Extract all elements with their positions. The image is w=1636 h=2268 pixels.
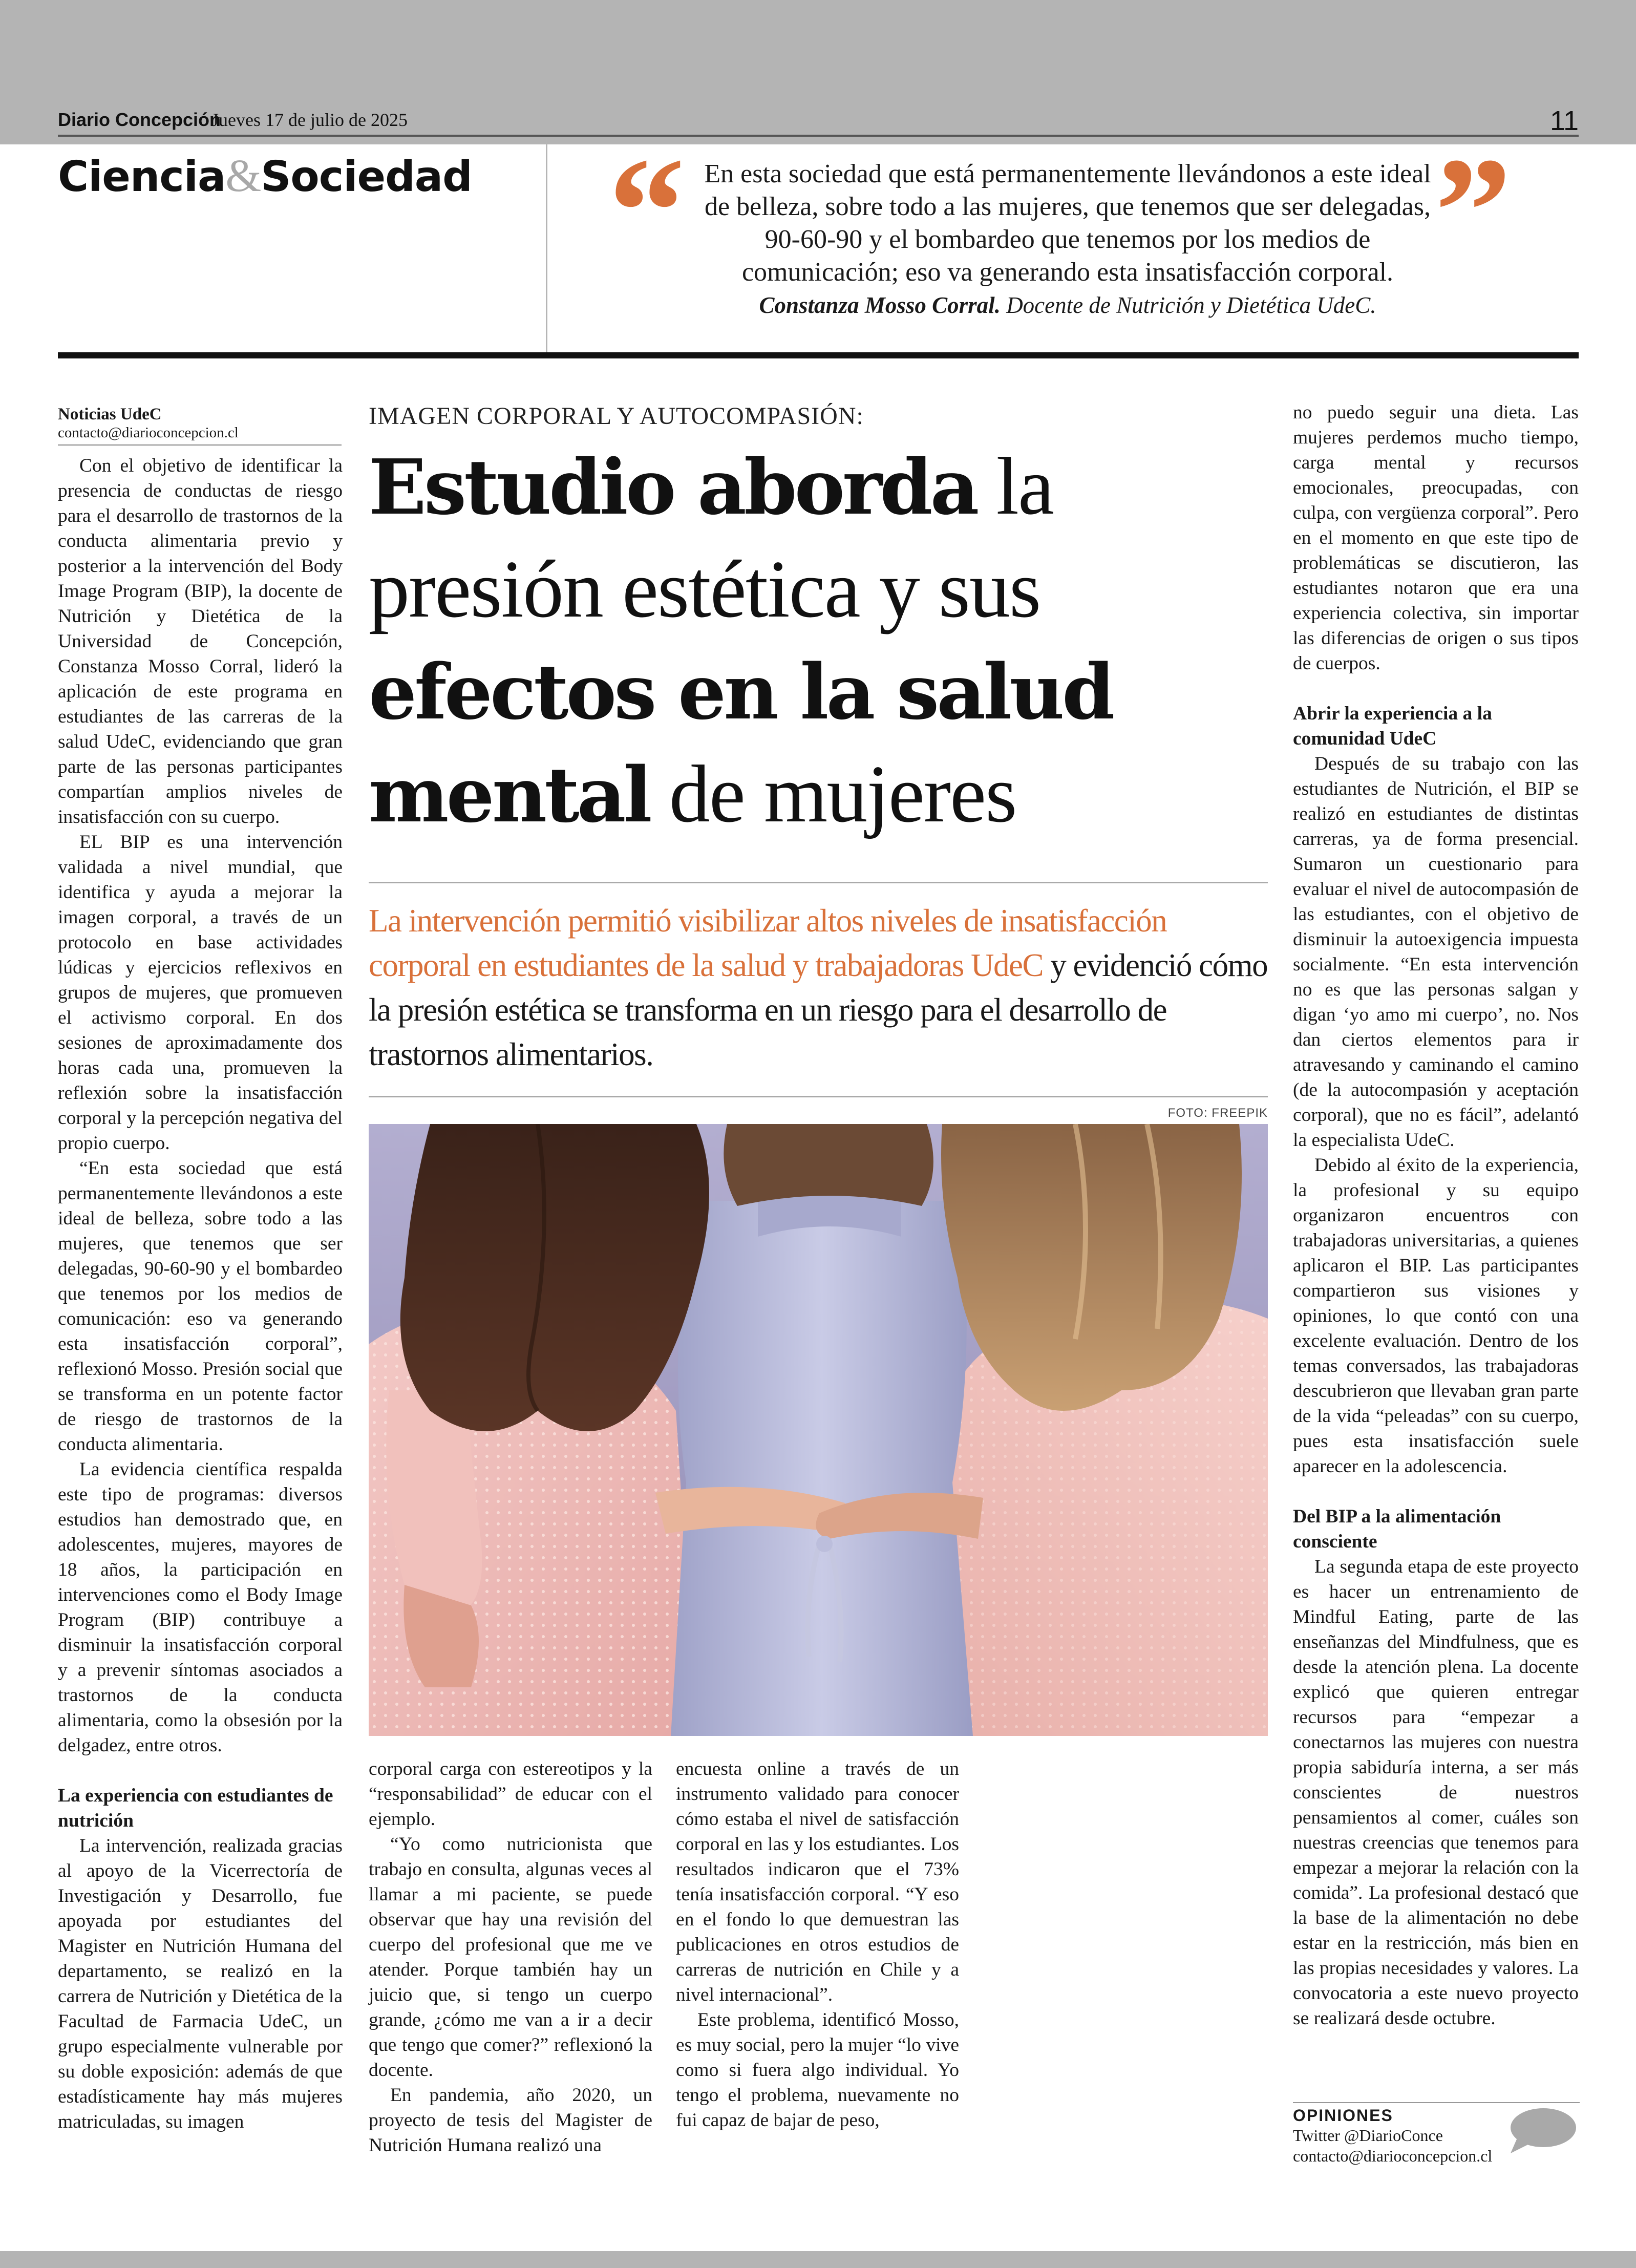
section-main: Ciencia: [58, 153, 226, 201]
issue-date: Jueves 17 de julio de 2025: [211, 110, 408, 130]
subhead-accent: La intervención permitió visibilizar altos niveles de insatisfacción corporal en estudiantes de la salud y trabajadoras UdeC: [369, 903, 1167, 983]
opinions-title: OPINIONES: [1293, 2102, 1580, 2125]
quote-divider: [546, 138, 547, 352]
subheading: Del BIP a la alimentación consciente: [1293, 1506, 1501, 1552]
subheadline: [369, 899, 1275, 1077]
header-rule: [58, 352, 1579, 358]
headline-bold-2: efectos en la salud: [369, 647, 1113, 736]
subheading: Abrir la experiencia a la comunidad UdeC: [1293, 703, 1492, 749]
pull-quote-text: En esta sociedad que está permanentemente llevándonos a este ideal de belleza, sobre todo a las mujeres, que tenemos que ser delegadas, 90-60-90 y el bombardeo que tenemos por los medios de comunicación; eso va generando esta insatisfacción corporal.: [704, 159, 1431, 287]
paragraph: no puedo seguir una dieta. Las mujeres perdemos mucho tiempo, carga mental y recursos emocionales, preocupadas, con culpa, con vergüenza corporal”. Pero en el momento en que este tipo de problemáticas se discutieron, las estudiantes notaron que era una experiencia colectiva, sin importar las diferencias de origen o sus tipos de cuerpos.: [1293, 402, 1579, 674]
paragraph: Este problema, identificó Mosso, es muy social, pero la mujer “lo vive como si fuera algo individual. Yo tengo el problema, nuevamente no fui capaz de bajar de peso,: [676, 2009, 959, 2131]
paragraph: encuesta online a través de un instrumento validado para conocer cómo estaba el nivel de satisfacción corporal en las y los estudiantes. Los resultados indicaron que el 73% tenía insatisfacción corporal. “Y eso en el fondo lo que demuestran las publicaciones en otros estudios de carreras de nutrición en Chile y a nivel internacional”.: [676, 1758, 959, 2005]
subheading: La experiencia con estudiantes de nutrición: [58, 1785, 333, 1831]
paper-name: Diario Concepción: [58, 109, 221, 130]
section-title: [58, 150, 472, 202]
bottom-band: [0, 2251, 1636, 2268]
byline-name: Noticias UdeC: [58, 405, 162, 423]
paragraph: “Yo como nutricionista que trabajo en consulta, algunas veces al llamar a mi paciente, se puede observar que hay una revisión del cuerpo del profesional que me ve atender. Porque también hay un juicio que, si tengo un cuerpo grande, ¿cómo me van a ir a decir que tengo que comer?” reflexionó la docente.: [369, 1834, 652, 2081]
headline-light-1: la: [976, 440, 1053, 532]
paragraph: “En esta sociedad que está permanentemente llevándonos a este ideal de belleza, sobre todo a las mujeres, que tenemos que ser delegadas, 90-60-90 y el bombardeo que tenemos por los medios de comunicación: eso va generando esta insatisfacción corporal”, reflexionó Mosso. Presión social que se transforma en un potente factor de riesgo de trastornos de la conducta alimentaria.: [58, 1158, 343, 1455]
paragraph: corporal carga con estereotipos y la “responsabilidad” de educar con el ejemplo.: [369, 1758, 652, 1830]
headline-light-2: presión estética y sus: [369, 543, 1040, 634]
paragraph: En pandemia, año 2020, un proyecto de tesis del Magister de Nutrición Humana realizó una: [369, 2085, 652, 2156]
section-amp: &: [225, 151, 261, 201]
article-column-2: [369, 1756, 652, 2158]
pull-quote-author: [702, 292, 1434, 319]
paragraph: Debido al éxito de la experiencia, la profesional y su equipo organizaron encuentros con trabajadoras universitarias, a quienes aplicaron el BIP. Las participantes compartieron sus visiones y opiniones, lo que contó con una excelente evaluación. Dentro de los temas conversados, las trabajadoras descubrieron que llevaban gran parte de la vida “peleadas” con su cuerpo, pues esta insatisfacción suele aparecer en la adolescencia.: [1293, 1155, 1579, 1477]
article-photo: [369, 1124, 1268, 1736]
paragraph: Después de su trabajo con las estudiantes de Nutrición, el BIP se realizó en estudiantes de distintas carreras, ya de forma presencial. Sumaron un cuestionario para evaluar el nivel de autocompasión de las estudiantes, con el objetivo de disminuir la autoexigencia impuesta socialmente. “En esta intervención no es que las personas salgan y digan ‘yo amo mi cuerpo’, no. Nos dan ciertos elementos para ir atravesando y caminando el camino (de la autocompasión y aceptación corporal), que no es fácil”, adelantó la especialista UdeC.: [1293, 753, 1579, 1151]
kicker: IMAGEN CORPORAL Y AUTOCOMPASIÓN:: [369, 402, 864, 430]
paragraph: La evidencia científica respalda este tipo de programas: diversos estudios han demostrado que, en adolescentes, mujeres, mayores de 18 años, la participación en intervenciones como el Body Image Program (BIP) contribuye a disminuir la insatisfacción corporal y a prevenir síntomas asociados a trastornos de la conducta alimentaria, como la obsesión por la delgadez, entre otros.: [58, 1459, 343, 1756]
byline-email[interactable]: contacto@diarioconcepcion.cl: [58, 425, 239, 441]
article-column-4: [1293, 400, 1579, 2031]
headline: [369, 435, 1270, 846]
quote-author-role: Docente de Nutrición y Dietética UdeC.: [1006, 292, 1376, 318]
open-quote-icon: “: [608, 126, 685, 296]
twitter-handle[interactable]: Twitter @DiarioConce: [1293, 2126, 1443, 2145]
page-number: 11: [1549, 105, 1579, 136]
photo-credit: FOTO: FREEPIK: [1167, 1106, 1268, 1120]
speech-bubble-icon: [1506, 2106, 1577, 2156]
article-column-1: [58, 453, 343, 2134]
subhead-rest: y evidenció cómo la presión estética se transforma en un riesgo para el desarrollo de trastornos alimentarios.: [369, 947, 1268, 1072]
paragraph: Con el objetivo de identificar la presencia de conductas de riesgo para el desarrollo de trastornos de la conducta alimentaria previo y posterior a la intervención del Body Image Program (BIP), la docente de Nutrición y Dietética de la Universidad de Concepción, Constanza Mosso Corral, lideró la aplicación de este programa en estudiantes de las carreras de la salud UdeC, evidenciando que gran parte de las personas participantes compartían amplios niveles de insatisfacción con su cuerpo.: [58, 455, 343, 828]
paragraph: La intervención, realizada gracias al apoyo de la Vicerrectoría de Investigación y Desarrollo, fue apoyada por estudiantes del Magister en Nutrición Humana del departamento, se realizó en la carrera de Nutrición y Dietética de la Facultad de Farmacia UdeC, un grupo especialmente vulnerable por su doble exposición: además de que estadísticamente hay más mujeres matriculadas, su imagen: [58, 1835, 343, 2132]
quote-author-name: Constanza Mosso Corral.: [759, 292, 1001, 318]
paragraph: La segunda etapa de este proyecto es hacer un entrenamiento de Mindful Eating, parte de las enseñanzas del Mindfulness, que es desde la atención plena. La docente explicó que quieren entregar recursos para “empezar a conectarnos las mujeres con nuestra propia sabiduría interna, a ser más conscientes de nuestros pensamientos al comer, cuáles son nuestras creencias que tenemos para empezar a mejorar la relación con la comida”. La profesional destacó que la base de la alimentación no debe estar en la restricción, más bien en las propias necesidades y valores. La convocatoria a este nuevo proyecto se realizará desde octubre.: [1293, 1556, 1579, 2029]
headline-bold-3: mental: [369, 750, 650, 839]
paragraph: EL BIP es una intervención validada a nivel mundial, que identifica y ayuda a mejorar la imagen corporal, a través de un protocolo en base actividades lúdicas y ejercicios reflexivos en grupos de mujeres, que promueven el activismo corporal. En dos sesiones de aproximadamente dos horas cada una, promueven la reflexión sobre la insatisfacción corporal y la percepción negativa del propio cuerpo.: [58, 832, 343, 1154]
byline: [58, 405, 342, 446]
article-column-3: [676, 1756, 959, 2133]
close-quote-icon: ”: [1435, 126, 1512, 296]
headline-bold-1: Estudio aborda: [369, 442, 977, 532]
section-second: Sociedad: [261, 153, 472, 201]
headline-rule: [369, 882, 1268, 883]
subhead-rule: [369, 1096, 1268, 1097]
contact-email[interactable]: contacto@diarioconcepcion.cl: [1293, 2147, 1493, 2165]
headline-light-3: de mujeres: [649, 748, 1016, 839]
page-header: [58, 105, 1579, 137]
